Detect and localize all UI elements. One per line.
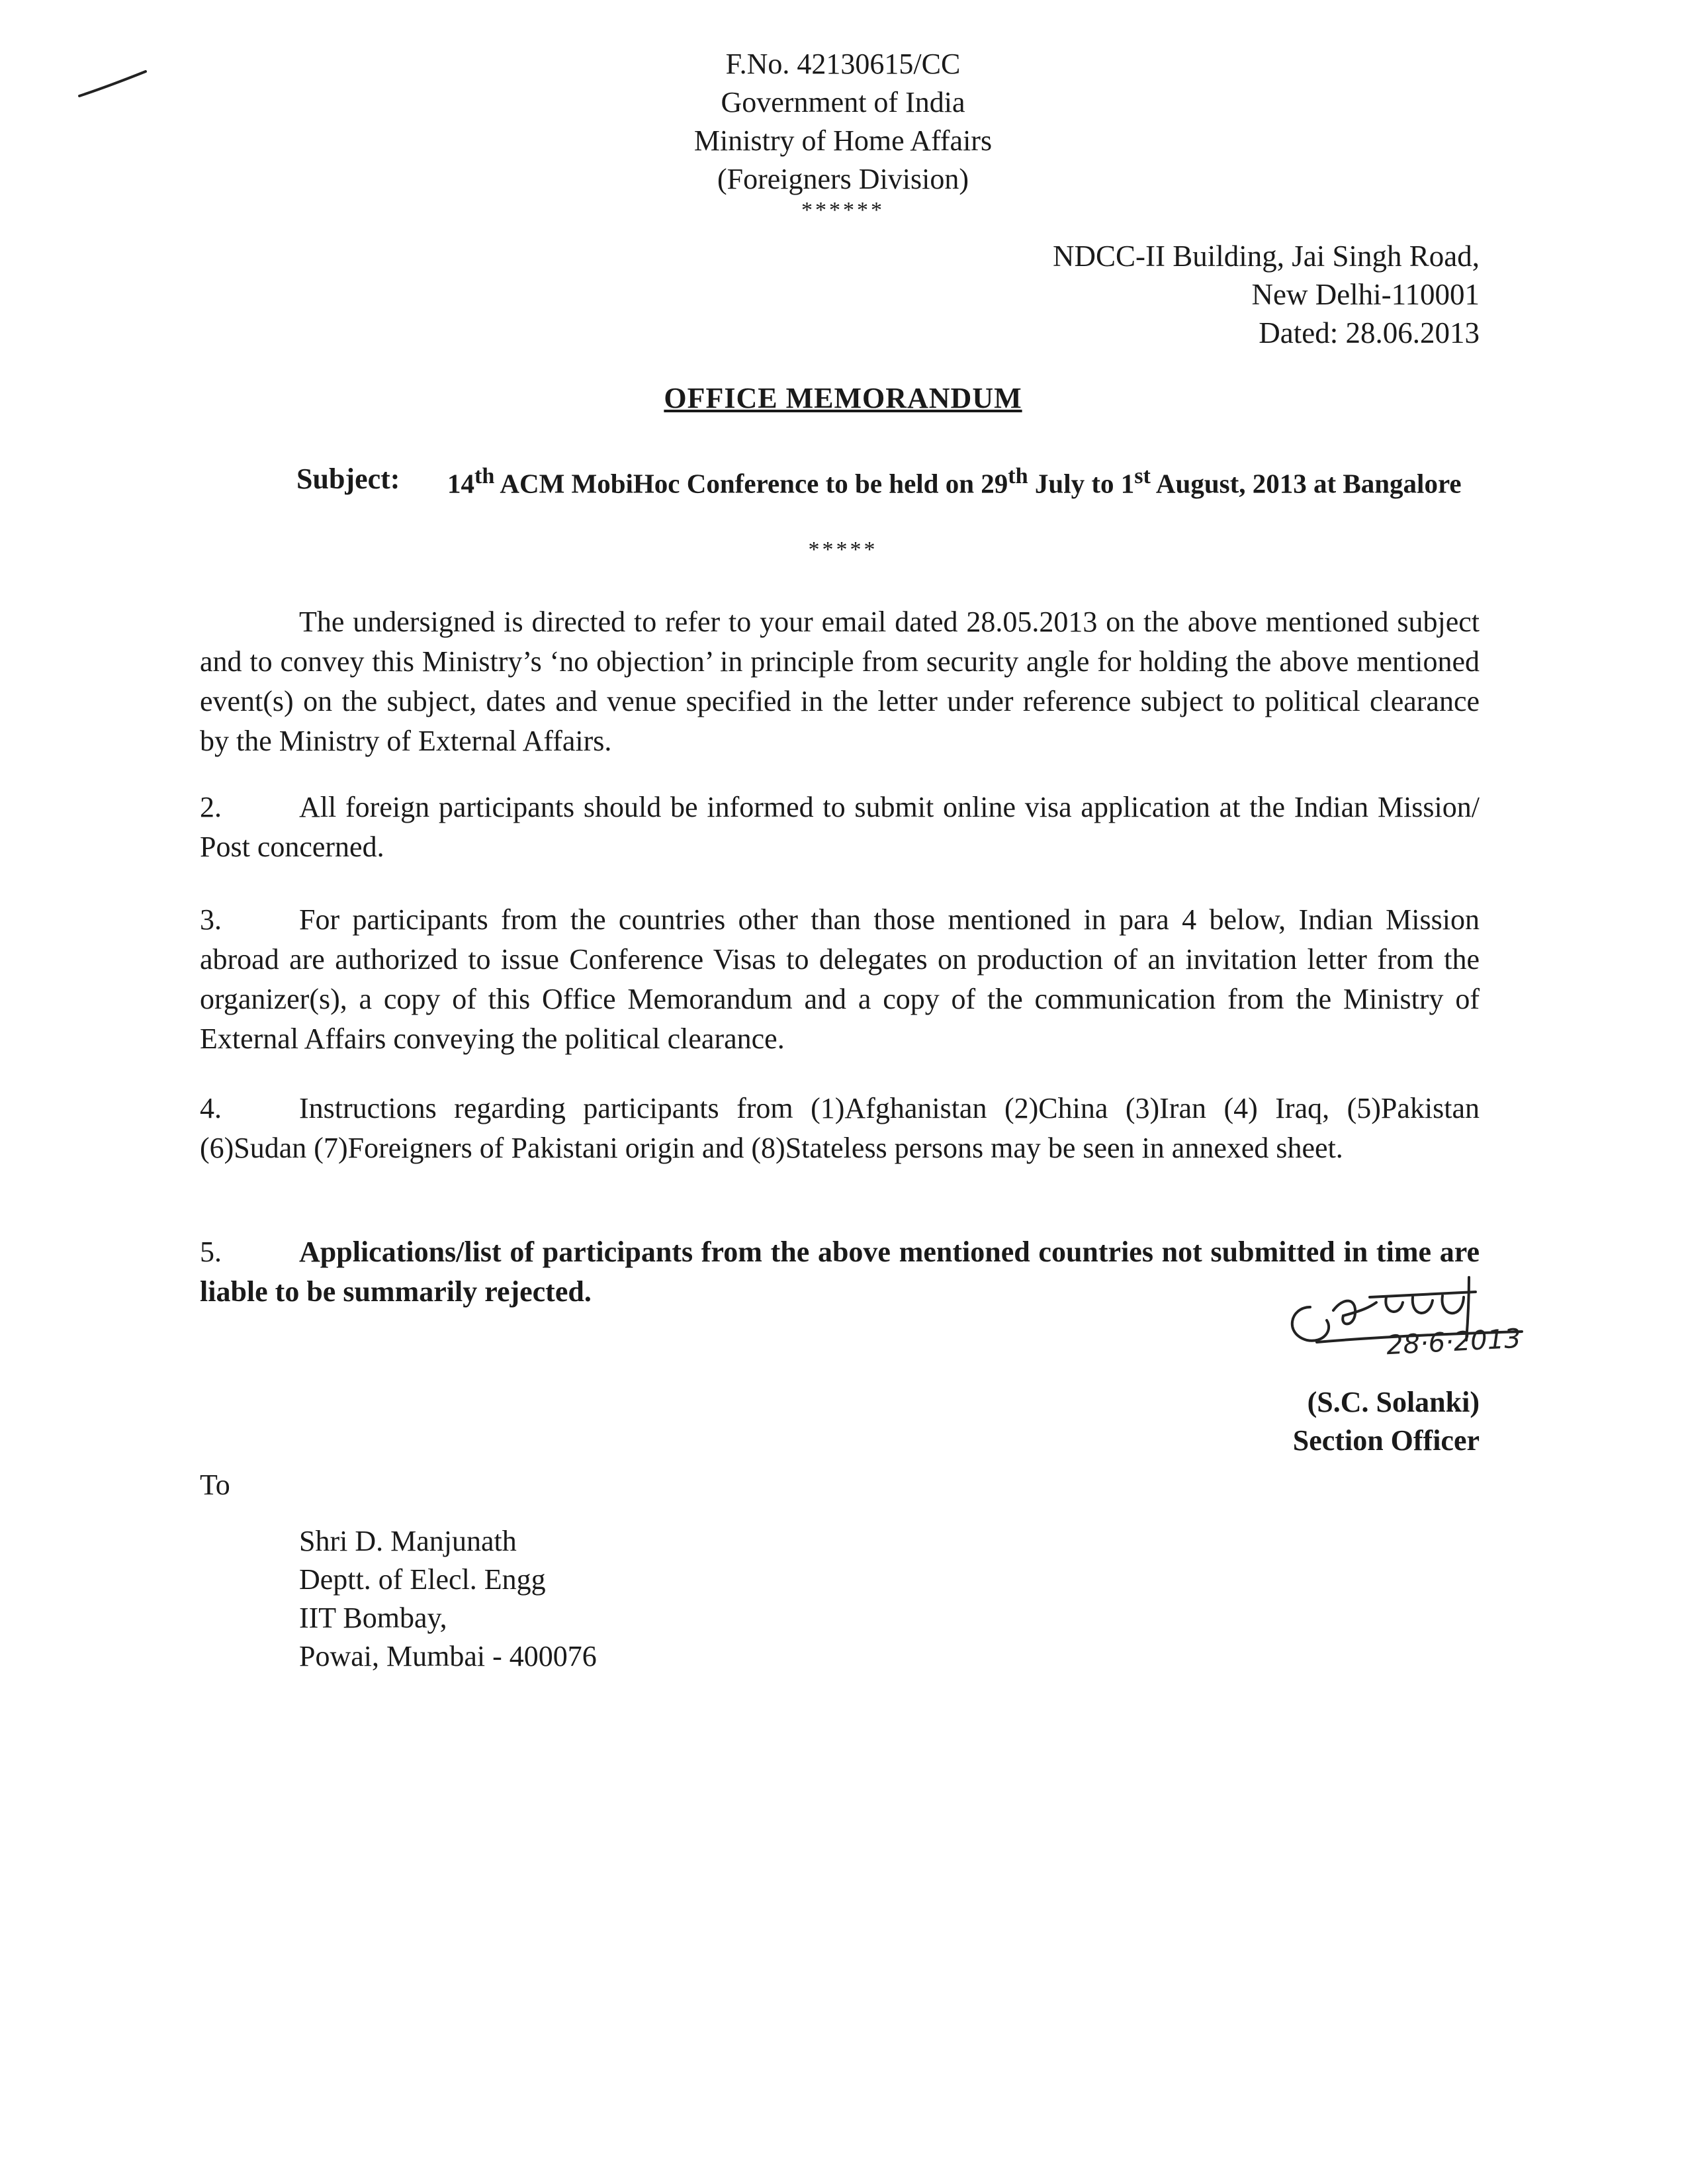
signatory-block — [1125, 1383, 1480, 1460]
subject-separator: ***** — [808, 537, 878, 562]
paragraph-2-number: 2. — [200, 791, 222, 823]
signature-date: 28·6·2013 — [1385, 1323, 1522, 1361]
letterhead — [578, 45, 1108, 222]
header-separator: ****** — [801, 198, 885, 222]
paragraph-2 — [200, 788, 1480, 867]
signatory-designation: Section Officer — [1292, 1424, 1480, 1457]
government-name: Government of India — [721, 86, 965, 118]
address-line-1: NDCC-II Building, Jai Singh Road, — [1052, 240, 1480, 273]
subject-label: Subject: — [296, 463, 400, 495]
division-name: (Foreigners Division) — [717, 163, 969, 195]
paragraph-3 — [200, 900, 1480, 1059]
recipient-city: Powai, Mumbai - 400076 — [299, 1640, 597, 1672]
paragraph-4-number: 4. — [200, 1092, 222, 1124]
to-label: To — [200, 1469, 230, 1501]
file-number: F.No. 42130615/CC — [725, 48, 961, 80]
office-address — [860, 237, 1480, 352]
ministry-name: Ministry of Home Affairs — [693, 124, 993, 157]
recipient-address — [299, 1522, 961, 1676]
paragraph-3-text: For participants from the countries other than those mentioned in para 4 below, Indian Mission abroad are authorized to issue Conference Visas to delegates on production of an invitation letter from the organizer(s), a copy of this Office Memorandum and a copy of the communication from the Ministry of External Affairs conveying the political clearance. — [200, 903, 1480, 1055]
memo-title: OFFICE MEMORANDUM — [664, 382, 1022, 414]
pen-mark — [73, 66, 152, 106]
paragraph-4 — [200, 1089, 1480, 1168]
paragraph-3-number: 3. — [200, 903, 222, 936]
subject-text: 14th ACM MobiHoc Conference to be held on 29th July to 1st August, 2013 at Bangalore — [447, 464, 1462, 499]
recipient-institute: IIT Bombay, — [299, 1602, 447, 1634]
recipient-department: Deptt. of Elecl. Engg — [299, 1563, 546, 1596]
recipient-name: Shri D. Manjunath — [299, 1525, 517, 1557]
signatory-name: (S.C. Solanki) — [1307, 1386, 1480, 1418]
paragraph-5-text: Applications/list of participants from the above mentioned countries not submitted in time are liable to be summarily rejected. — [200, 1236, 1480, 1308]
address-line-2: New Delhi-110001 — [1251, 278, 1480, 311]
paragraph-2-text: All foreign participants should be informed to submit online visa application at the Indian Mission/ Post concerned. — [200, 791, 1480, 863]
paragraph-4-text: Instructions regarding participants from (1)Afghanistan (2)China (3)Iran (4) Iraq, (5)Pakistan (6)Sudan (7)Foreigners of Pakistani origin and (8)Stateless persons may be seen in annexed sheet. — [200, 1092, 1480, 1164]
date-line: Dated: 28.06.2013 — [1259, 316, 1480, 349]
paragraph-1: The undersigned is directed to refer to your email dated 28.05.2013 on the above mentioned subject and to convey this Ministry’s ‘no objection’ in principle from security angle for holding the above mentioned event(s) on the subject, dates and venue specified in the letter under reference subject to political clearance by the Ministry of External Affairs. — [200, 606, 1480, 757]
paragraph-5-number: 5. — [200, 1236, 222, 1268]
